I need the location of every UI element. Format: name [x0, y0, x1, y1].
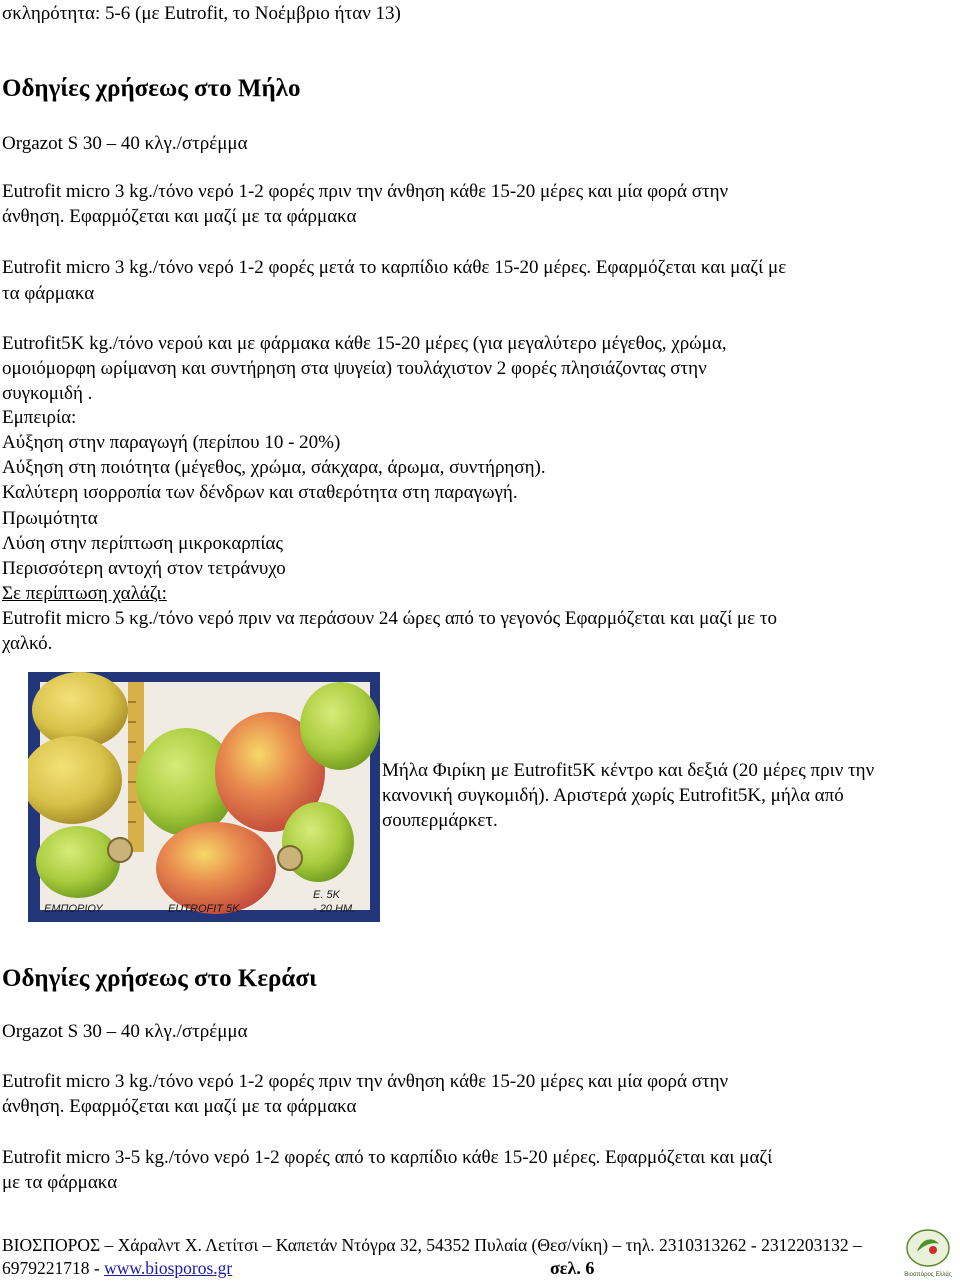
photo-label-right-2: - 20 HM. [313, 903, 356, 915]
experience-item: Περισσότερη αντοχή στον τετράνυχο [2, 558, 286, 579]
footer-phone: 6979221718 - [2, 1258, 105, 1278]
experience-item: Πρωιμότητα [2, 508, 98, 529]
apple-icon [300, 682, 380, 770]
cherry-micro1-line1: Eutrofit micro 3 kg./τόνο νερό 1-2 φορές πριν την άνθηση κάθε 15-20 μέρες και μία φορά στην [2, 1071, 729, 1092]
apple-icon [36, 826, 120, 898]
apple-orgazot: Orgazot S 30 – 40 κλγ./στρέμμα [2, 133, 248, 154]
logo-text: Βιοσπόρος Ελλάς [904, 1272, 952, 1278]
apple-icon [156, 822, 276, 914]
apple-comparison-photo [28, 672, 380, 922]
apple-5k-line3: συγκομιδή . [2, 383, 93, 404]
page-number: σελ. 6 [550, 1258, 595, 1278]
apple-5k-line2: ομοιόμορφη ωρίμανση και συντήρηση στα ψυγεία) τουλάχιστον 2 φορές πλησιάζοντας στην [2, 358, 707, 379]
website-link[interactable]: www.biosporos.gr [104, 1258, 233, 1278]
photo-caption: Μήλα Φιρίκη με Eutrofit5K κέντρο και δεξιά (20 μέρες πριν την κανονική συγκομιδή). Αριστερά χωρίς Eutrofit5K, μήλα από σουπερμάρκετ. [382, 760, 875, 831]
hardness-line: σκληρότητα: 5-6 (με Eutrofit, το Νοέμβριο ήταν 13) [2, 3, 401, 24]
cherry-heading: Οδηγίες χρήσεως στο Κεράσι [2, 965, 317, 992]
cherry-micro1-line2: άνθηση. Εφαρμόζεται και μαζί με τα φάρμακα [2, 1096, 357, 1117]
hail-line2: χαλκό. [2, 633, 53, 654]
apple-heading: Οδηγίες χρήσεως στο Μήλο [2, 75, 301, 102]
biosporos-logo [903, 1226, 953, 1280]
footer-contact [2, 1256, 232, 1280]
experience-item: Καλύτερη ισορροπία των δένδρων και σταθερότητα στη παραγωγή. [2, 482, 518, 503]
photo-label-middle: EUTROFIT 5K [168, 903, 240, 915]
experience-item: Αύξηση στην παραγωγή (περίπου 10 - 20%) [2, 432, 341, 453]
apple-micro1-line2: άνθηση. Εφαρμόζεται και μαζί με τα φάρμακα [2, 206, 357, 227]
coin-icon [278, 846, 302, 870]
experience-item: Αύξηση στη ποιότητα (μέγεθος, χρώμα, σάκχαρα, άρωμα, συντήρηση). [2, 457, 546, 478]
apple-5k-line1: Eutrofit5K kg./τόνο νερού και με φάρμακα κάθε 15-20 μέρες (για μεγαλύτερο μέγεθος, χρώμα, [2, 333, 727, 354]
coin-icon [108, 838, 132, 862]
hail-label: Σε περίπτωση χαλάζι: [2, 583, 167, 604]
apple-micro2-line1: Eutrofit micro 3 kg./τόνο νερό 1-2 φορές μετά το καρπίδιο κάθε 15-20 μέρες. Εφαρμόζεται και μαζί με [2, 257, 787, 278]
photo-label-right-1: E. 5K [313, 889, 340, 901]
logo-icon [903, 1226, 953, 1280]
apple-micro1-line1: Eutrofit micro 3 kg./τόνο νερό 1-2 φορές πριν την άνθηση κάθε 15-20 μέρες και μία φορά στην [2, 181, 729, 202]
photo-label-left: ΕΜΠΟΡΙΟΥ [44, 903, 103, 915]
cherry-micro2-line1: Eutrofit micro 3-5 kg./τόνο νερό 1-2 φορές από το καρπίδιο κάθε 15-20 μέρες. Εφαρμόζεται και μαζί [2, 1147, 773, 1168]
cherry-orgazot: Orgazot S 30 – 40 κλγ./στρέμμα [2, 1021, 248, 1042]
experience-label: Εμπειρία: [2, 407, 77, 428]
cherry-micro2-line2: με τα φάρμακα [2, 1172, 118, 1193]
footer-address: ΒΙΟΣΠΟΡΟΣ – Χάραλντ Χ. Λετίτσι – Καπετάν Ντόγρα 32, 54352 Πυλαία (Θεσ/νίκη) – τηλ. 2310313262 - 2312203132 – [2, 1235, 862, 1255]
hail-line1: Eutrofit micro 5 κg./τόνο νερό πριν να περάσουν 24 ώρες από το γεγονός Εφαρμόζεται και μαζί με το [2, 608, 777, 629]
experience-item: Λύση στην περίπτωση μικροκαρπίας [2, 533, 283, 554]
apple-micro2-line2: τα φάρμακα [2, 283, 95, 304]
apples-illustration [28, 672, 380, 922]
